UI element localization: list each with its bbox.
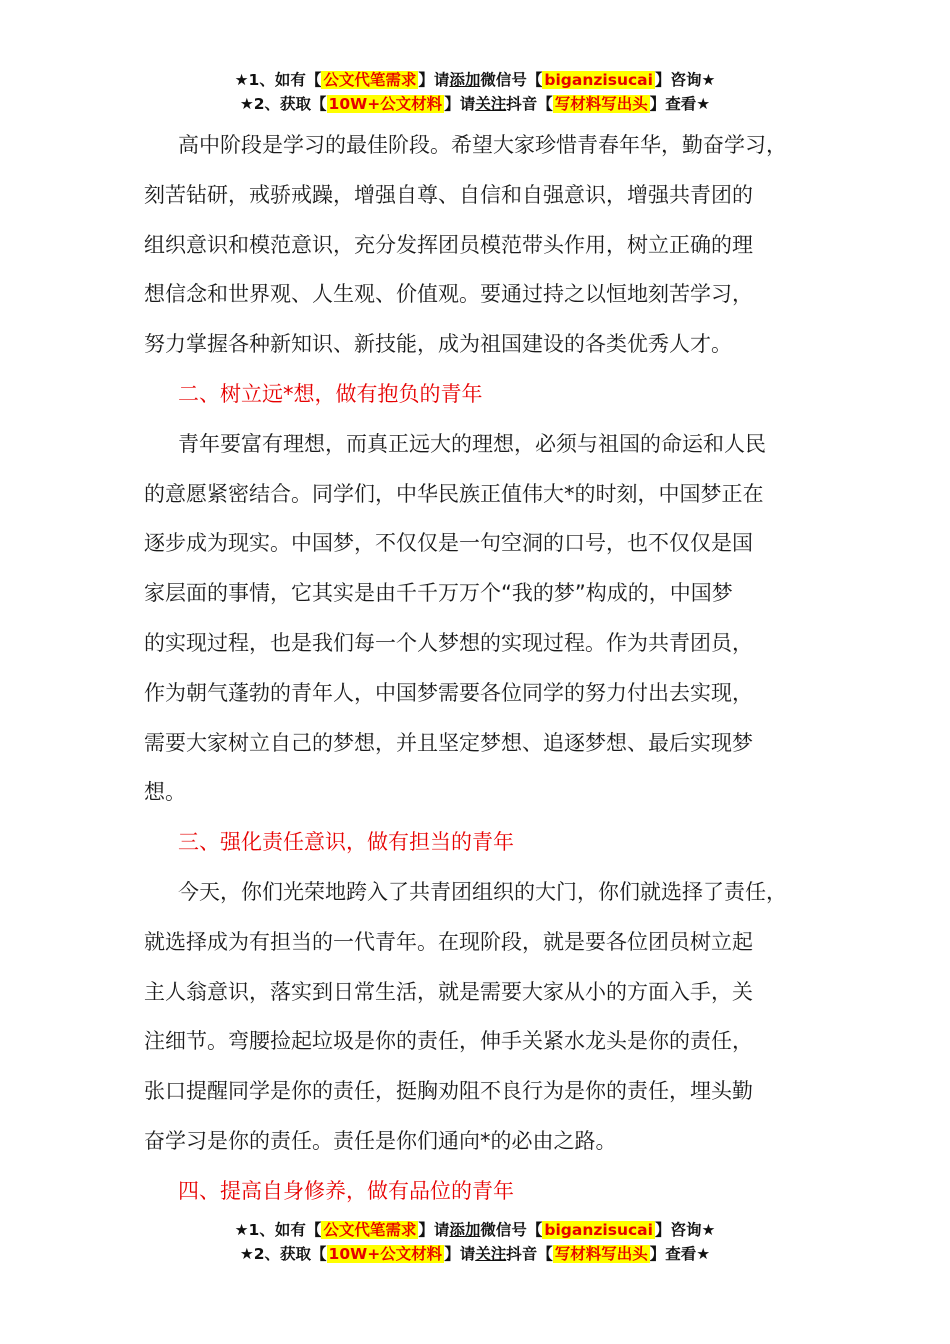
notice-line-2: ★2、获取【 10W+公文材料 】请关注抖音【 写材料写出头 】查看★ (239, 1245, 711, 1263)
paragraph-line: 青年要富有理想，而真正远大的理想，必须与祖国的命运和人民 (178, 431, 766, 456)
paragraph-line: 刻苦钻研，戒骄戒躁，增强自尊、自信和自强意识，增强共青团的 (144, 182, 753, 207)
bottom-notice (0, 1218, 950, 1266)
wechat-id: biganzisucai (544, 71, 653, 89)
paragraph-line: 今天，你们光荣地跨入了共青团组织的大门，你们就选择了责任， (178, 879, 787, 904)
highlight-materials: 10W+公文材料 (328, 1245, 443, 1263)
paragraph-line: 的意愿紧密结合。同学们，中华民族正值伟大*的时刻，中国梦正在 (144, 481, 764, 506)
paragraph-line: 组织意识和模范意识，充分发挥团员模范带头作用，树立正确的理 (144, 232, 753, 257)
star-icon: ★ (239, 95, 254, 113)
highlight-service: 公文代笔需求 (323, 1221, 417, 1239)
notice-line-1: ★1、如有【 公文代笔需求 】请添加微信号【 biganzisucai 】咨询★ (234, 1221, 716, 1239)
section-heading-4: 四、提高自身修养，做有品位的青年 (178, 1178, 514, 1203)
star-icon: ★ (234, 71, 249, 89)
paragraph-line: 的实现过程，也是我们每一个人梦想的实现过程。作为共青团员， (144, 630, 753, 655)
notice-line-1: ★1、如有【 公文代笔需求 】请添加微信号【 biganzisucai 】咨询★ (234, 71, 716, 89)
paragraph-line: 就选择成为有担当的一代青年。在现阶段，就是要各位团员树立起 (144, 929, 753, 954)
section-heading-2: 二、树立远*想，做有抱负的青年 (178, 381, 483, 406)
paragraph-line: 主人翁意识，落实到日常生活，就是需要大家从小的方面入手，关 (144, 979, 753, 1004)
douyin-account: 写材料写出头 (554, 1245, 648, 1263)
star-icon: ★ (234, 1221, 249, 1239)
top-notice (0, 68, 950, 116)
paragraph-line: 想。 (144, 780, 186, 805)
paragraph-line: 高中阶段是学习的最佳阶段。希望大家珍惜青春年华，勤奋学习， (178, 133, 787, 157)
paragraph-line: 想信念和世界观、人生观、价值观。要通过持之以恒地刻苦学习， (144, 282, 753, 307)
highlight-materials: 10W+公文材料 (328, 95, 443, 113)
notice-line-2: ★2、获取【 10W+公文材料 】请关注抖音【 写材料写出头 】查看★ (239, 95, 711, 113)
paragraph-line: 张口提醒同学是你的责任，挺胸劝阻不良行为是你的责任，埋头勤 (144, 1079, 753, 1104)
paragraph-line: 作为朝气蓬勃的青年人，中国梦需要各位同学的努力付出去实现， (144, 680, 753, 705)
paragraph-line: 奋学习是你的责任。责任是你们通向*的必由之路。 (144, 1128, 617, 1153)
document-body (144, 121, 834, 1217)
paragraph-line: 需要大家树立自己的梦想，并且坚定梦想、追逐梦想、最后实现梦 (144, 730, 753, 755)
highlight-service: 公文代笔需求 (323, 71, 417, 89)
paragraph-line: 家层面的事情，它其实是由千千万万个“我的梦”构成的，中国梦 (144, 581, 733, 606)
section-heading-3: 三、强化责任意识，做有担当的青年 (178, 830, 514, 855)
paragraph-line: 努力掌握各种新知识、新技能，成为祖国建设的各类优秀人才。 (144, 332, 732, 357)
paragraph-line: 逐步成为现实。中国梦，不仅仅是一句空洞的口号，也不仅仅是国 (144, 531, 753, 556)
douyin-account: 写材料写出头 (554, 95, 648, 113)
wechat-id: biganzisucai (544, 1221, 653, 1239)
star-icon: ★ (239, 1245, 254, 1263)
paragraph-line: 注细节。弯腰捡起垃圾是你的责任，伸手关紧水龙头是你的责任， (144, 1029, 753, 1054)
